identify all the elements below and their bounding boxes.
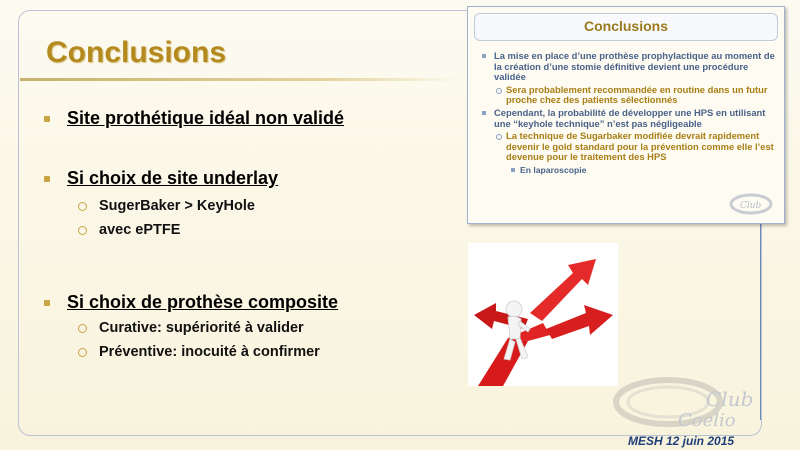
inset-slide [467, 6, 785, 224]
bullet-square-icon [44, 176, 50, 182]
svg-text:Club: Club [706, 387, 754, 411]
bullet-item: Si choix de site underlay [44, 168, 278, 189]
inset-sub-sub-bullet-item: En laparoscopie [480, 165, 776, 176]
inset-title: Conclusions [583, 18, 668, 34]
sub-bullet-item: avec ePTFE [78, 222, 180, 238]
club-coelio-logo-icon [608, 372, 768, 434]
bullet-square-icon [44, 300, 50, 306]
sub-bullet-circle-icon [78, 226, 87, 235]
crossroads-arrows-icon [468, 243, 618, 386]
inset-bullet-item: La mise en place d’une prothèse prophylactique au moment de la création d’une stomie définitive devient une procédure validée [480, 51, 776, 83]
sub-bullet-circle-icon [78, 202, 87, 211]
sub-bullet-item: SugerBaker > KeyHole [78, 198, 255, 214]
sub-bullet-item: Préventive: inocuité à confirmer [78, 344, 320, 360]
inset-sub-bullet-item: Sera probablement recommandée en routine dans un futur proche chez des patients sélectionnés [480, 85, 776, 106]
inset-bullet-item: Cependant, la probabilité de développer une HPS en utilisant une “keyhole technique” n’est pas négligeable [480, 108, 776, 129]
sub-bullet-circle-icon [78, 348, 87, 357]
inset-bullet-list [480, 51, 776, 176]
svg-text:Coelio: Coelio [678, 410, 736, 431]
slide-title: Conclusions [46, 36, 227, 69]
club-coelio-small-logo-icon [728, 191, 774, 217]
inset-sub-bullet-item: La technique de Sugarbaker modifiée devrait rapidement devenir le gold standard pour la prévention comme elle l’est devenue pour le traitement des HPS [480, 131, 776, 163]
bullet-item: Site prothétique idéal non validé [44, 108, 344, 129]
bullet-item: Si choix de prothèse composite [44, 292, 338, 313]
inset-title-box [474, 13, 778, 41]
title-underline [20, 78, 460, 81]
svg-text:Club: Club [740, 201, 762, 211]
sub-bullet-item: Curative: supériorité à valider [78, 320, 304, 336]
sub-bullet-circle-icon [78, 324, 87, 333]
bullet-square-icon [44, 116, 50, 122]
footer-event-date: MESH 12 juin 2015 [628, 434, 735, 448]
